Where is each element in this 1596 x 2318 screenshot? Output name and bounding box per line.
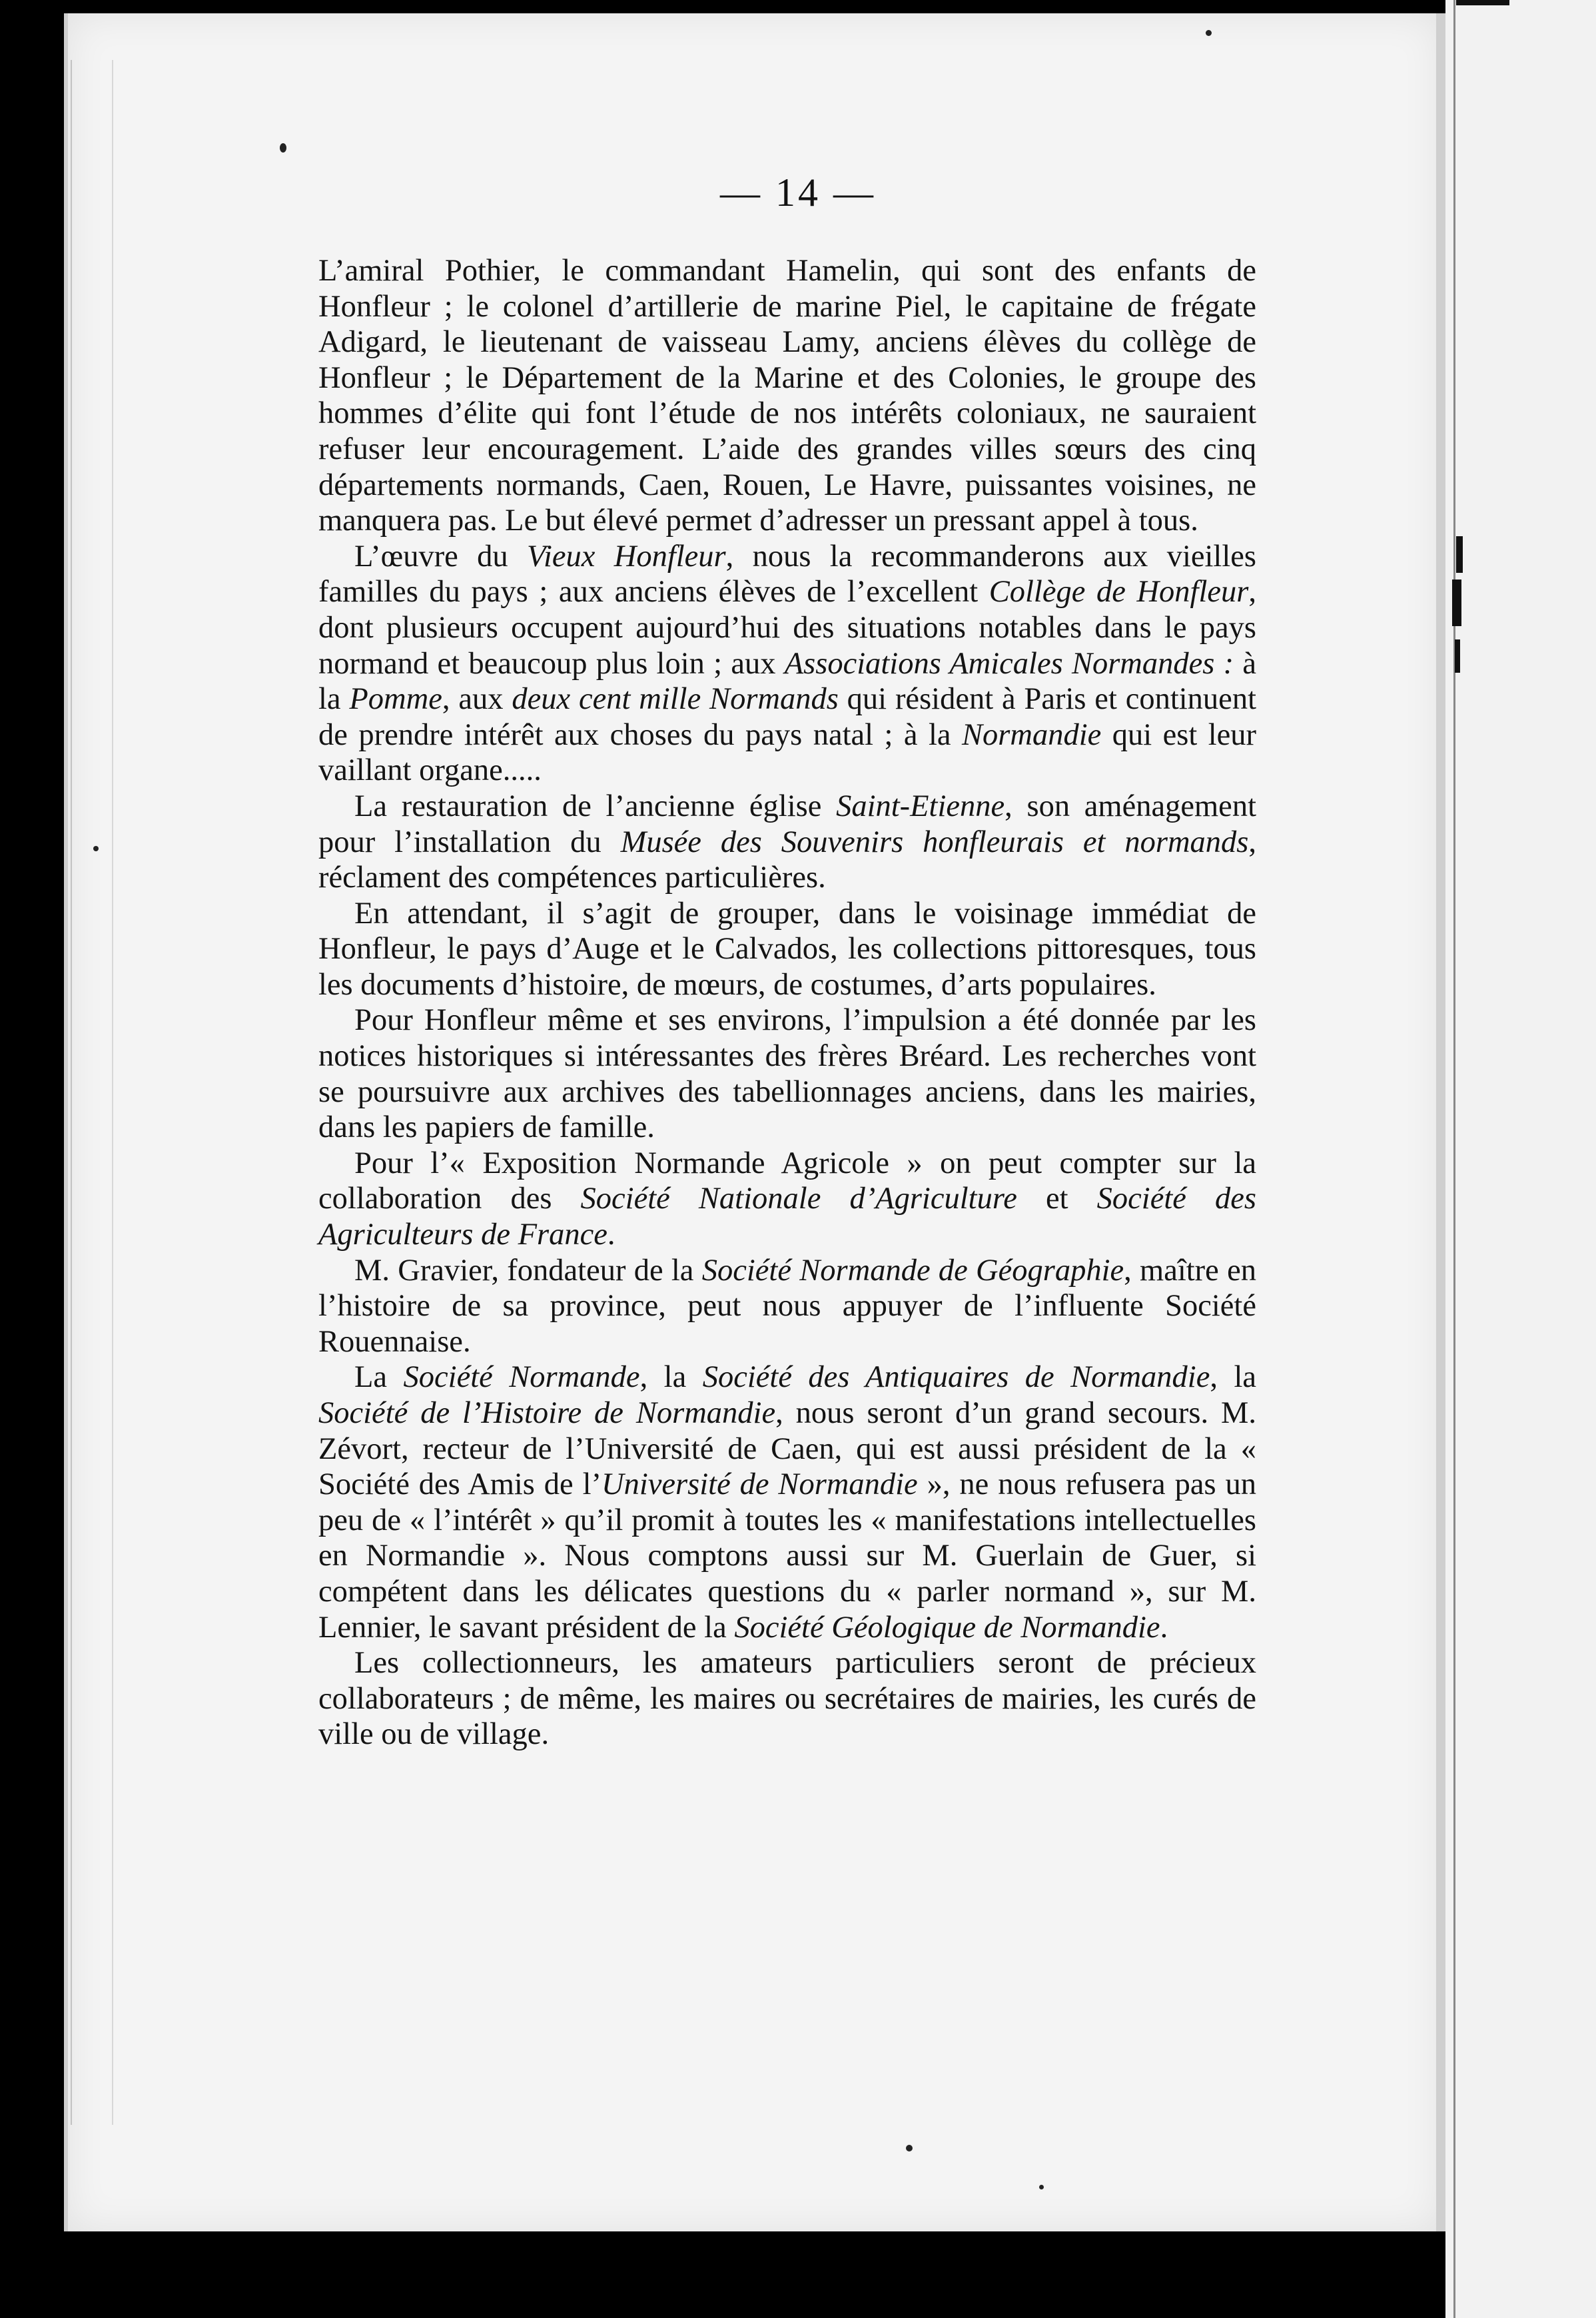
italic-text: Pomme: [349, 682, 442, 717]
paragraph: [318, 896, 1256, 1003]
text-run: .: [1160, 1610, 1168, 1645]
print-speck: [280, 143, 286, 153]
text-run: , nous la recommanderons aux vieilles familles du pays ; aux anciens élèves de l’excellent: [318, 539, 1256, 609]
italic-text: Société Normande de Géographie: [701, 1253, 1124, 1288]
text-run: Pour Honfleur même et ses environs, l’impulsion a été donnée par les notices historiques si intéressantes des frères Bréard. Les recherches vont se poursuivre aux archives des tabellionnages anciens, dans les mairies, dans les papiers de famille.: [318, 1003, 1256, 1145]
text-run: Pour l’« Exposition Normande Agricole » on peut compter sur la collaboration des: [318, 1146, 1256, 1216]
italic-text: Vieux Honfleur: [527, 539, 726, 574]
italic-text: Société des Agriculteurs de France: [318, 1182, 1256, 1252]
text-run: La restauration de l’ancienne église: [354, 789, 837, 823]
text-run: qui est leur vaillant organe.....: [318, 717, 1257, 788]
italic-text: Collège de Honfleur: [989, 575, 1249, 609]
paragraph: [318, 1002, 1256, 1145]
text-run: », ne nous refusera pas un peu de « l’intérêt » qu’il promit à toutes les « manifestations intellectuelles en Normandie ». Nous comptons aussi sur M. Guerlain de Guer, si compétent dans les délicates questions du « parler normand », sur M. Lennier, le savant président de la: [318, 1467, 1256, 1645]
paragraph: [318, 1253, 1256, 1360]
page-number: — 14 —: [720, 171, 876, 214]
text-run: , dont plusieurs occupent aujourd’hui des situations notables dans le pays normand et beaucoup plus loin ; aux: [318, 575, 1256, 681]
text-run: .: [607, 1218, 615, 1252]
text-run: M. Gravier, fondateur de la: [354, 1253, 702, 1288]
paragraph: [318, 1645, 1256, 1752]
italic-text: Université de Normandie: [601, 1467, 918, 1502]
italic-text: Société Nationale d’Agriculture: [580, 1182, 1017, 1216]
italic-text: deux cent mille Normands: [512, 682, 839, 717]
text-run: et: [1016, 1182, 1097, 1216]
paragraph: [318, 539, 1256, 789]
text-run: , la: [1210, 1360, 1257, 1395]
text-run: , la: [639, 1360, 703, 1395]
print-speck: [1206, 30, 1212, 36]
text-run: La: [354, 1360, 404, 1395]
italic-text: Société de l’Histoire de Normandie: [318, 1396, 776, 1430]
paragraph: [318, 789, 1256, 896]
text-run: , nous seront d’un grand secours. M. Zévort, recteur de l’Université de Caen, qui est aussi président de la « Société des Amis de l’: [318, 1396, 1256, 1502]
text-run: En attendant, il s’agit de grouper, dans le voisinage immédiat de Honfleur, le pays d’Auge et le Calvados, les collections pittoresques, tous les documents d’histoire, de mœurs, de costumes, d’arts populaires.: [318, 896, 1256, 1002]
text-run: , son aménagement pour l’installation du: [318, 789, 1256, 859]
text-run: L’amiral Pothier, le commandant Hamelin, qui sont des enfants de Honfleur ; le colonel d’artillerie de marine Piel, le capitaine de frégate Adigard, le lieutenant de vaisseau Lamy, anciens élèves du collège de Honfleur ; le Département de la Marine et des Colonies, le groupe des hommes d’élite qui font l’étude de nos intérêts coloniaux, ne sauraient refuser leur encouragement. L’aide des grandes villes sœurs des cinq départements normands, Caen, Rouen, Le Havre, puissantes voisines, ne manquera pas. Le but élevé permet d’adresser un pressant appel à tous.: [318, 254, 1256, 538]
text-run: , maître en l’histoire de sa province, peut nous appuyer de l’influente Société Rouennaise.: [318, 1253, 1256, 1359]
italic-text: Associations Amicales Normandes :: [784, 646, 1234, 681]
text-run: , aux: [442, 682, 512, 717]
text-run: , réclament des compétences particulières.: [318, 825, 1257, 895]
italic-text: Société Normande: [403, 1360, 640, 1395]
adjacent-page-strip: [1445, 0, 1596, 2318]
binding-fold: [71, 60, 113, 2125]
text-run: qui résident à Paris et continuent de prendre intérêt aux choses du pays natal ; à la: [318, 682, 1256, 752]
page-edge: [1436, 13, 1445, 2231]
print-speck: [906, 2145, 913, 2151]
body-text: [318, 253, 1256, 1752]
paragraph: [318, 253, 1256, 539]
italic-text: Société Géologique de Normandie: [734, 1610, 1160, 1645]
paragraph: [318, 1146, 1256, 1253]
italic-text: Saint-Etienne: [836, 789, 1005, 823]
italic-text: Société des Antiquaires de Normandie: [702, 1360, 1210, 1395]
paragraph: [318, 1359, 1256, 1645]
italic-text: Musée des Souvenirs honfleurais et normands: [620, 825, 1249, 859]
text-run: Les collectionneurs, les amateurs particuliers seront de précieux collaborateurs ; de même, les maires ou secrétaires de mairies, les curés de ville ou de village.: [318, 1646, 1256, 1752]
italic-text: Normandie: [962, 717, 1102, 752]
print-speck: [93, 846, 99, 851]
print-speck: [1039, 2185, 1044, 2189]
text-run: à la: [318, 646, 1257, 717]
text-run: L’œuvre du: [354, 539, 527, 574]
